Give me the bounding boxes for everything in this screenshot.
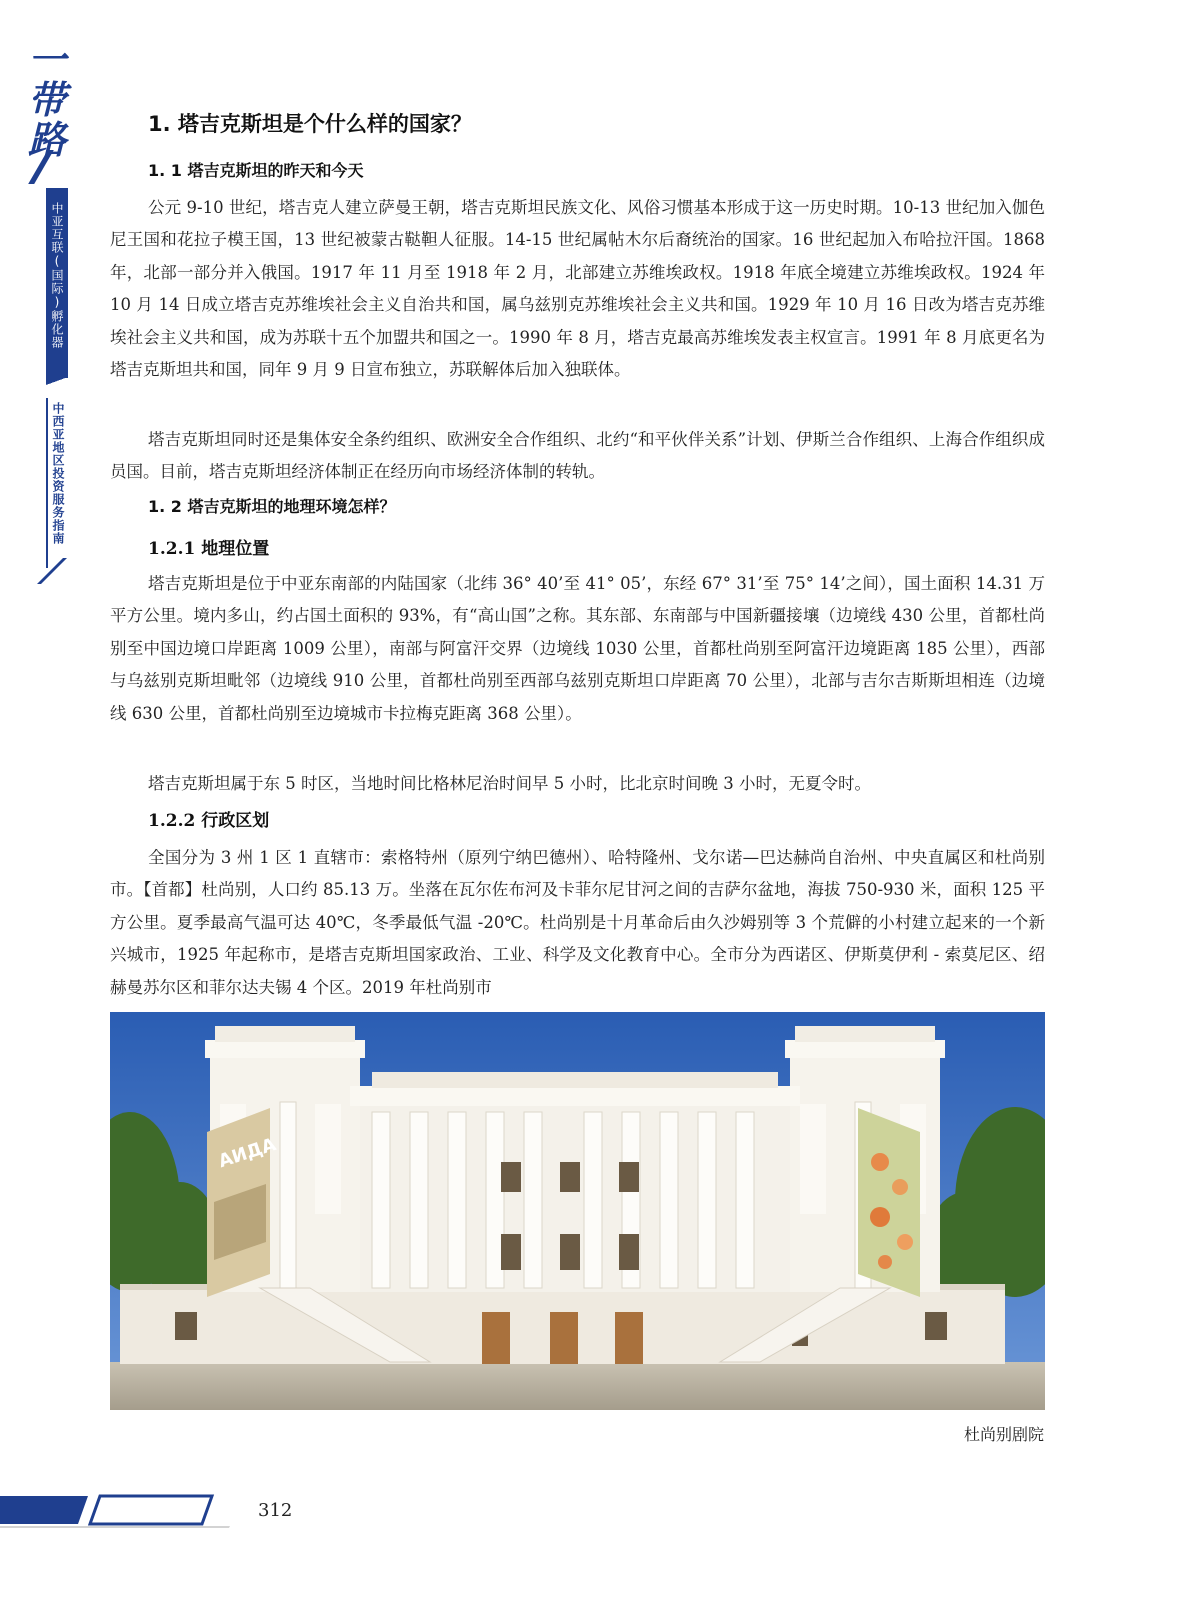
band-slant-decoration [46, 370, 68, 392]
section-heading-1-2: 1. 2 塔吉克斯坦的地理环境怎样？ [148, 497, 396, 516]
logo-char: 带 [28, 77, 67, 122]
book-title-label: 中西亚地区投资服务指南 [51, 402, 65, 545]
paragraph-timezone: 塔吉克斯坦属于东 5 时区，当地时间比格林尼治时间早 5 小时，比北京时间晚 3 小时，无夏令时。 [148, 774, 871, 793]
logo-char: 一 [28, 37, 67, 82]
logo-char: 路 [28, 117, 67, 162]
sidebar-title-band [46, 398, 68, 568]
entrance-doors [482, 1312, 643, 1364]
paragraph-location: 塔吉克斯坦是位于中亚东南部的内陆国家（北纬 36° 40’至 41° 05’，东经 67° 31’至 75° 14’之间），国土面积 14.31 万平方公里。境内多山，约占国土面积的 93%，有“高山国”之称。其东部、东南部与中国新疆接壤（边境线 430 公里，首都杜尚别至中国边境口岸距离 1009 公里），南部与阿富汗交界（边境线 1030 公里，首都杜尚别至阿富汗边境距离 185 公里），西部与乌兹别克斯坦毗邻（边境线 910 公里，首都杜尚别至西部乌兹别克斯坦口岸距离 70 公里），北部与吉尔吉斯斯坦相连（边境线 630 公里，首都杜尚别至边境城市卡拉梅克距离 368 公里）。 [110, 574, 1045, 723]
section-heading-1-1: 1. 1 塔吉克斯坦的昨天和今天 [148, 161, 364, 180]
chapter-heading: 1. 塔吉克斯坦是个什么样的国家？ [148, 112, 472, 136]
sidebar-series-band [46, 188, 68, 378]
theater-photo [110, 1012, 1045, 1410]
subsection-heading-1-2-1: 1.2.1 地理位置 [148, 539, 270, 559]
banner-right [858, 1108, 920, 1297]
subsection-heading-1-2-2: 1.2.2 行政区划 [148, 811, 270, 831]
paragraph-memberships: 塔吉克斯坦同时还是集体安全条约组织、欧洲安全合作组织、北约“和平伙伴关系”计划、伊斯兰合作组织、上海合作组织成员国。目前，塔吉克斯坦经济体制正在经历向市场经济体制的转轨。 [110, 430, 1045, 482]
footer-stripes [0, 1490, 230, 1530]
book-series-label: 中亚互联(国际)孵化器 [50, 202, 64, 349]
banner-left-title: АИДА [215, 1134, 279, 1173]
paragraph-admin-division: 全国分为 3 州 1 区 1 直辖市：索格特州（原列宁纳巴德州）、哈特隆州、戈尔诺—巴达赫尚自治州、中央直属区和杜尚别市。【首都】杜尚别，人口约 85.13 万。坐落在瓦尔佐布河及卡菲尔尼甘河之间的吉萨尔盆地，海拔 750-930 米，面积 125 平方公里。夏季最高气温可达 40℃，冬季最低气温 -20℃。杜尚别是十月革命后由久沙姆别等 3 个荒僻的小村建立起来的一个新兴城市，1925 年起称市，是塔吉克斯坦国家政治、工业、科学及文化教育中心。全市分为西诺区、伊斯莫伊利 - 索莫尼区、绍赫曼苏尔区和菲尔达夫锡 4 个区。2019 年杜尚别市 [110, 848, 1045, 997]
photo-caption: 杜尚别剧院 [963, 1425, 1044, 1444]
series-logo [28, 37, 78, 190]
paragraph-history: 公元 9-10 世纪，塔吉克人建立萨曼王朝，塔吉克斯坦民族文化、风俗习惯基本形成于这一历史时期。10-13 世纪加入伽色尼王国和花拉子模王国，13 世纪被蒙古鞑靼人征服。14-15 世纪属帖木尔后裔统治的国家。16 世纪起加入布哈拉汗国。1868 年，北部一部分并入俄国。1917 年 11 月至 1918 年 2 月，北部建立苏维埃政权。1918 年底全境建立苏维埃政权。1924 年 10 月 14 日成立塔吉克苏维埃社会主义自治共和国，属乌兹别克苏维埃社会主义共和国。1929 年 10 月 16 日改为塔吉克苏维埃社会主义共和国，成为苏联十五个加盟共和国之一。1990 年 8 月，塔吉克最高苏维埃发表主权宣言。1991 年 8 月底更名为塔吉克斯坦共和国，同年 9 月 9 日宣布独立，苏联解体后加入独联体。 [110, 198, 1045, 380]
page-number: 312 [258, 1500, 293, 1521]
banner-left [207, 1108, 279, 1297]
plaza [110, 1362, 1045, 1410]
